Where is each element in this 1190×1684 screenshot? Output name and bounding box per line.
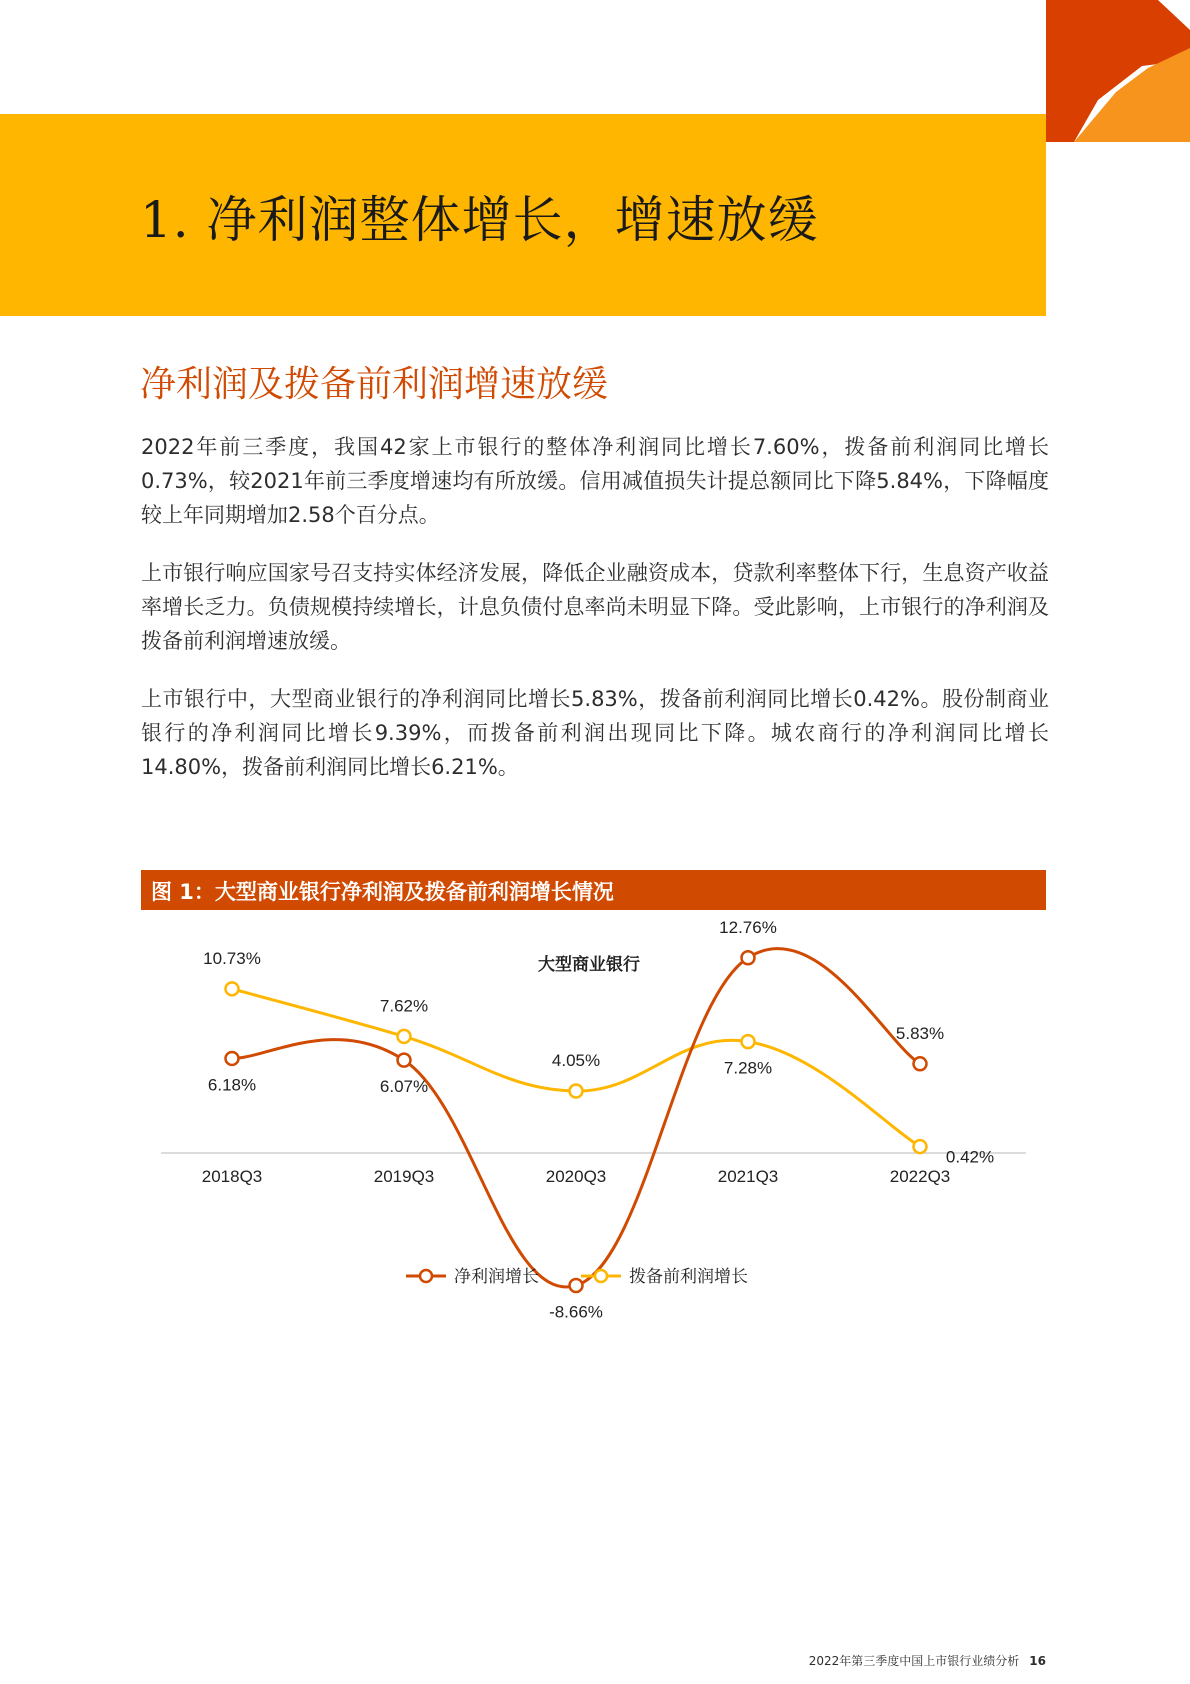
line-chart <box>141 917 1046 1322</box>
series-line-net-profit <box>232 949 920 1287</box>
paragraph: 上市银行中，大型商业银行的净利润同比增长5.83%，拨备前利润同比增长0.42%。股份制商业银行的净利润同比增长9.39%，而拨备前利润出现同比下降。城农商行的净利润同比增长14.80%，拨备前利润同比增长6.21%。 <box>141 687 1049 779</box>
data-label: 0.42% <box>945 1147 995 1167</box>
legend-item <box>406 1267 539 1286</box>
data-point <box>742 1035 755 1048</box>
data-label: 7.28% <box>723 1058 773 1078</box>
data-label: 6.18% <box>207 1075 257 1095</box>
data-point <box>226 1052 239 1065</box>
figure-caption-bar <box>141 870 1046 910</box>
paragraph: 2022年前三季度，我国42家上市银行的整体净利润同比增长7.60%，拨备前利润同比增长0.73%，较2021年前三季度增速均有所放缓。信用减值损失计提总额同比下降5.84%，下降幅度较上年同期增加2.58个百分点。 <box>141 435 1049 527</box>
chart-title: 大型商业银行 <box>538 955 640 974</box>
legend-label: 拨备前利润增长 <box>629 1267 748 1286</box>
data-label: 10.73% <box>203 948 261 968</box>
data-label: 5.83% <box>895 1023 945 1043</box>
page-title: 1. 净利润整体增长，增速放缓 <box>140 191 819 249</box>
x-tick-label: 2021Q3 <box>717 1167 779 1186</box>
data-point <box>914 1140 927 1153</box>
body-text <box>141 430 1049 808</box>
legend-marker <box>420 1270 432 1282</box>
data-point <box>398 1054 411 1067</box>
data-label: 7.62% <box>379 996 429 1016</box>
page-number: 16 <box>1029 1654 1046 1668</box>
figure-title: 图 1：大型商业银行净利润及拨备前利润增长情况 <box>151 880 614 904</box>
data-label: 4.05% <box>551 1051 601 1071</box>
data-point <box>742 951 755 964</box>
data-point <box>570 1279 583 1292</box>
data-label: 6.07% <box>379 1077 429 1097</box>
data-label: -8.66% <box>549 1302 603 1322</box>
data-point <box>914 1057 927 1070</box>
paragraph: 上市银行响应国家号召支持实体经济发展，降低企业融资成本，贷款利率整体下行，生息资产收益率增长乏力。负债规模持续增长，计息负债付息率尚未明显下降。受此影响，上市银行的净利润及拨备前利润增速放缓。 <box>141 561 1049 653</box>
x-tick-label: 2019Q3 <box>373 1167 435 1186</box>
data-point <box>226 982 239 995</box>
section-heading: 净利润及拨备前利润增速放缓 <box>140 364 609 405</box>
legend-marker <box>595 1270 607 1282</box>
legend-label: 净利润增长 <box>454 1267 539 1286</box>
pwc-corner-logo <box>1046 0 1190 142</box>
footer-report-title: 2022年第三季度中国上市银行业绩分析 <box>808 1654 1020 1668</box>
x-tick-label: 2018Q3 <box>201 1167 263 1186</box>
x-tick-label: 2020Q3 <box>545 1167 607 1186</box>
data-point <box>398 1030 411 1043</box>
x-tick-label: 2022Q3 <box>889 1167 951 1186</box>
footer <box>809 1652 1046 1669</box>
data-label: 12.76% <box>719 917 777 937</box>
legend-item <box>581 1267 748 1286</box>
data-point <box>570 1085 583 1098</box>
